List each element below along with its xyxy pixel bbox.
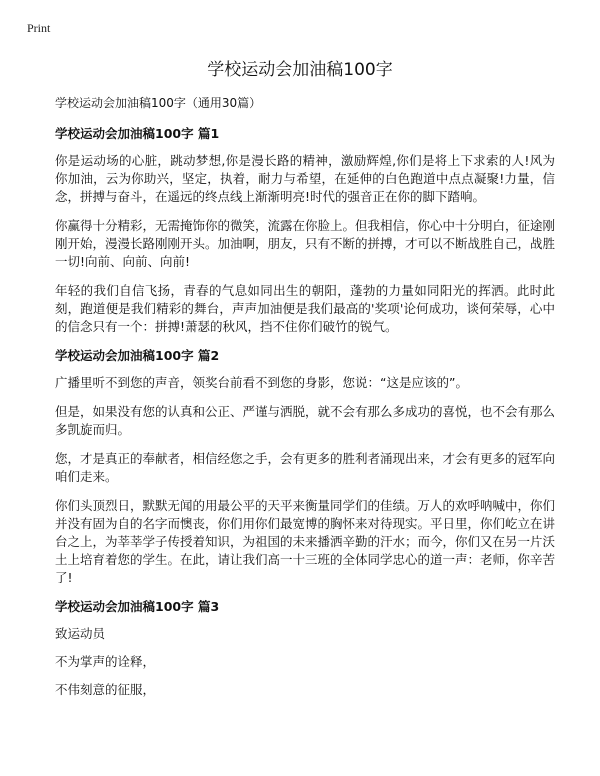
section-1 — [55, 125, 555, 336]
section-2 — [55, 347, 555, 587]
section-heading: 学校运动会加油稿100字 篇2 — [55, 348, 220, 363]
section-heading: 学校运动会加油稿100字 篇3 — [55, 599, 220, 614]
document-title: 学校运动会加油稿100字 — [207, 60, 393, 80]
document-subtitle: 学校运动会加油稿100字（通用30篇） — [55, 96, 262, 110]
paragraph: 不为掌声的诠释， — [55, 654, 156, 669]
paragraph: 但是，如果没有您的认真和公正、严谨与洒脱，就不会有那么多成功的喜悦，也不会有那么多凯旋而归。 — [55, 404, 556, 437]
document-body — [55, 94, 555, 709]
paragraph: 不伟刻意的征服， — [55, 682, 156, 697]
paragraph: 致运动员 — [55, 626, 106, 641]
print-link[interactable]: Print — [27, 21, 51, 35]
section-heading: 学校运动会加油稿100字 篇1 — [55, 126, 220, 141]
paragraph: 你是运动场的心脏，跳动梦想,你是漫长路的精神，激励辉煌,你们是将上下求索的人!风为你加油，云为你助兴，坚定，执着，耐力与希望，在延伸的白色跑道中点点凝聚!力量，信念，拼搏与奋斗，在遥远的终点线上渐渐明亮!时代的强音正在你的脚下踏响。 — [55, 153, 555, 204]
paragraph: 你们头顶烈日，默默无闻的用最公平的天平来衡量同学们的佳绩。万人的欢呼呐喊中，你们并没有固为自的名字而懊丧，你们用你们最宽博的胸怀来对待现实。平日里，你们屹立在讲台之上，为莘莘学子传授着知识，为祖国的未来播洒辛勤的汗水；而今，你们又在另一片沃土上培育着您的学生。在此，请让我们高一十三班的全体同学忠心的道一声：老师，你辛苦了! — [55, 498, 556, 585]
paragraph: 您，才是真正的奉献者，相信经您之手，会有更多的胜利者涌现出来，才会有更多的冠军向咱们走来。 — [55, 451, 556, 484]
paragraph: 年轻的我们自信飞扬，青春的气息如同出生的朝阳，蓬勃的力量如同阳光的挥洒。此时此刻，跑道便是我们精彩的舞台，声声加油便是我们最高的'奖项'论何成功，谈何荣辱，心中的信念只有一个：拼搏!萧瑟的秋风，挡不住你们破竹的锐气。 — [55, 283, 555, 334]
paragraph: 广播里听不到您的声音，领奖台前看不到您的身影，您说：“这是应该的”。 — [55, 375, 468, 390]
paragraph: 你赢得十分精彩，无需掩饰你的微笑，流露在你脸上。但我相信，你心中十分明白，征途刚刚开始，漫漫长路刚刚开头。加油啊，朋友，只有不断的拼搏，才可以不断战胜自己，战胜一切!向前、向前、向前! — [55, 218, 556, 269]
section-3 — [55, 598, 555, 699]
